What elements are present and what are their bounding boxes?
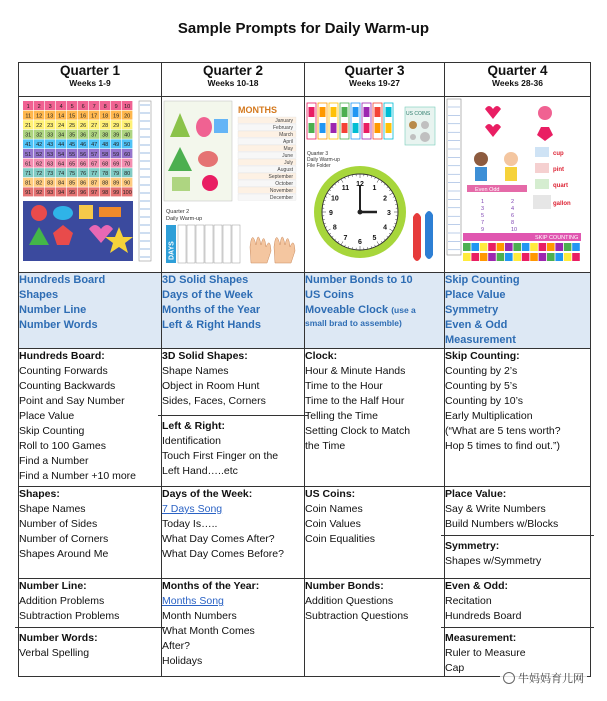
svg-text:20: 20 <box>124 113 131 120</box>
svg-text:65: 65 <box>69 161 76 168</box>
svg-text:72: 72 <box>36 171 43 177</box>
svg-text:31: 31 <box>25 132 32 139</box>
svg-text:6: 6 <box>511 213 515 219</box>
svg-text:7: 7 <box>343 235 348 243</box>
quarter-2-thumbnail <box>162 97 305 273</box>
quarter-1-thumbnail <box>19 97 162 273</box>
symmetry-details: Symmetry: Shapes w/Symmetry <box>441 535 594 569</box>
svg-text:69: 69 <box>113 161 120 168</box>
svg-text:9: 9 <box>114 103 118 110</box>
svg-text:June: June <box>282 153 293 159</box>
svg-text:83: 83 <box>47 180 54 187</box>
svg-text:55: 55 <box>69 151 76 158</box>
svg-text:85: 85 <box>69 180 76 187</box>
svg-text:45: 45 <box>69 142 76 149</box>
svg-text:95: 95 <box>69 190 76 197</box>
svg-text:Quarter 2: Quarter 2 <box>166 209 190 215</box>
svg-text:April: April <box>282 139 293 145</box>
svg-text:Daily Warm-up: Daily Warm-up <box>307 157 340 163</box>
svg-text:70: 70 <box>124 161 131 168</box>
watermark: 牛妈妈育儿网 <box>500 669 587 687</box>
svg-text:44: 44 <box>58 142 65 149</box>
svg-text:48: 48 <box>102 142 109 149</box>
svg-text:4: 4 <box>383 224 388 232</box>
svg-text:12: 12 <box>356 181 364 188</box>
svg-text:14: 14 <box>58 113 65 120</box>
svg-text:1: 1 <box>481 199 485 205</box>
svg-text:98: 98 <box>102 190 109 197</box>
shapes-details: Shapes: Shape Names Number of Sides Number of Corners Shapes Around Me <box>19 487 162 579</box>
svg-text:52: 52 <box>36 151 43 158</box>
svg-text:89: 89 <box>113 180 120 187</box>
svg-text:100: 100 <box>122 190 132 197</box>
svg-text:99: 99 <box>113 190 120 197</box>
months-details: Months of the Year: Months Song Month Numbers What Month Comes After? Holidays <box>162 579 305 677</box>
svg-text:93: 93 <box>47 190 54 197</box>
details-row-3 <box>19 579 591 677</box>
quarter-1-topics: Hundreds Board Shapes Number Line Number Words <box>19 273 162 349</box>
svg-text:File Folder: File Folder <box>307 163 331 169</box>
svg-text:78: 78 <box>102 171 109 177</box>
svg-text:2: 2 <box>383 195 388 203</box>
svg-text:35: 35 <box>69 132 76 139</box>
svg-text:January: January <box>275 118 293 124</box>
quarter-header-row <box>19 63 591 97</box>
clock-details: Clock: Hour & Minute Hands Time to the Hour Time to the Half Hour Telling the Time Setting Clock to Match the Time <box>305 349 445 487</box>
svg-text:5: 5 <box>372 235 377 243</box>
svg-text:63: 63 <box>47 161 54 168</box>
svg-text:US COINS: US COINS <box>406 111 431 117</box>
svg-text:August: August <box>277 167 293 173</box>
svg-text:97: 97 <box>91 190 98 197</box>
svg-text:Quarter 3: Quarter 3 <box>307 151 329 157</box>
quarter-2-header: Quarter 2 Weeks 10-18 <box>162 63 305 97</box>
svg-text:September: September <box>268 174 293 180</box>
svg-text:94: 94 <box>58 190 65 197</box>
svg-text:2: 2 <box>511 199 515 205</box>
svg-text:May: May <box>283 146 293 152</box>
svg-text:54: 54 <box>58 151 65 158</box>
svg-text:3: 3 <box>387 210 391 217</box>
svg-text:SKIP COUNTING: SKIP COUNTING <box>535 235 579 241</box>
svg-text:MONTHS: MONTHS <box>238 105 277 115</box>
measurement-details: Measurement: Ruler to Measure Cap <box>441 627 594 676</box>
svg-text:91: 91 <box>25 190 32 197</box>
svg-text:56: 56 <box>80 151 87 158</box>
svg-text:71: 71 <box>25 171 32 177</box>
svg-text:42: 42 <box>36 142 43 149</box>
svg-text:53: 53 <box>47 151 54 158</box>
quarter-2-topics: 3D Solid Shapes Days of the Week Months of the Year Left & Right Hands <box>162 273 305 349</box>
svg-text:25: 25 <box>69 123 76 129</box>
svg-text:43: 43 <box>47 142 54 149</box>
hundreds-board-details: Hundreds Board: Counting Forwards Counting Backwards Point and Say Number Place Value Skip Counting Roll to 100 Games Find a Number Find a Number +10 more <box>19 349 162 487</box>
left-right-details: Left & Right: Identification Touch First Finger on the Left Hand…..etc <box>158 415 308 479</box>
svg-text:62: 62 <box>36 161 43 168</box>
svg-text:36: 36 <box>80 132 87 139</box>
svg-text:76: 76 <box>80 171 87 177</box>
clock-and-coins-illustration <box>305 97 439 267</box>
7-days-song-link[interactable]: 7 Days Song <box>162 503 223 515</box>
svg-text:96: 96 <box>80 190 87 197</box>
days-of-week-details: Days of the Week: 7 Days Song Today Is….. What Day Comes After? What Day Comes Before? <box>162 487 305 579</box>
svg-text:17: 17 <box>91 113 98 120</box>
svg-text:pint: pint <box>553 167 564 173</box>
wechat-icon <box>503 672 515 684</box>
svg-text:December: December <box>269 195 293 201</box>
svg-text:1: 1 <box>372 184 377 192</box>
svg-text:46: 46 <box>80 142 87 149</box>
svg-text:80: 80 <box>124 171 131 177</box>
svg-text:cup: cup <box>553 151 564 157</box>
svg-text:47: 47 <box>91 142 98 149</box>
svg-text:49: 49 <box>113 142 120 149</box>
thumbnail-row <box>19 97 591 273</box>
quarter-3-header: Quarter 3 Weeks 19-27 <box>305 63 445 97</box>
svg-text:51: 51 <box>25 151 32 158</box>
svg-text:3: 3 <box>48 103 52 110</box>
svg-text:34: 34 <box>58 132 65 139</box>
svg-text:73: 73 <box>47 171 54 177</box>
svg-text:67: 67 <box>91 161 98 168</box>
svg-text:9: 9 <box>329 210 333 217</box>
svg-text:41: 41 <box>25 142 32 149</box>
svg-text:9: 9 <box>481 227 485 233</box>
svg-text:28: 28 <box>102 123 109 129</box>
svg-text:11: 11 <box>341 184 350 192</box>
svg-text:33: 33 <box>47 132 54 139</box>
quarter-4-header: Quarter 4 Weeks 28-36 <box>445 63 591 97</box>
quarter-4-thumbnail <box>445 97 591 273</box>
svg-text:3: 3 <box>481 206 485 212</box>
skip-counting-illustration <box>445 97 585 267</box>
svg-text:92: 92 <box>36 190 43 197</box>
svg-text:2: 2 <box>37 103 41 110</box>
svg-text:Daily Warm-up: Daily Warm-up <box>166 216 203 222</box>
warmup-table <box>18 62 591 677</box>
number-words-details: Number Words: Verbal Spelling <box>15 627 165 661</box>
svg-text:8: 8 <box>103 103 107 110</box>
topics-row <box>19 273 591 349</box>
svg-text:13: 13 <box>47 113 54 120</box>
svg-text:38: 38 <box>102 132 109 139</box>
svg-text:7: 7 <box>481 220 485 226</box>
quarter-3-thumbnail <box>305 97 445 273</box>
svg-text:5: 5 <box>70 103 74 110</box>
svg-text:82: 82 <box>36 180 43 187</box>
svg-text:4: 4 <box>59 103 63 110</box>
svg-text:November: November <box>269 188 293 194</box>
even-odd-details: Even & Odd: Recitation Hundreds Board Measurement: Ruler to Measure Cap <box>445 579 591 677</box>
svg-text:1: 1 <box>26 103 30 110</box>
skip-counting-details: Skip Counting: Counting by 2’s Counting by 5’s Counting by 10’s Early Multiplication (“What are 5 tens worth? Hop 5 times to find out.”) <box>445 349 591 487</box>
svg-text:4: 4 <box>511 206 515 212</box>
quarter-3-topics: Number Bonds to 10 US Coins Moveable Clock (use a small brad to assemble) <box>305 273 445 349</box>
svg-text:68: 68 <box>102 161 109 168</box>
svg-text:February: February <box>272 125 293 131</box>
svg-text:8: 8 <box>511 220 515 226</box>
svg-text:19: 19 <box>113 113 120 120</box>
number-line-details: Number Line: Addition Problems Subtraction Problems Number Words: Verbal Spelling <box>19 579 162 677</box>
svg-text:8: 8 <box>332 224 337 232</box>
svg-text:64: 64 <box>58 161 65 168</box>
solid-shapes-and-months-illustration <box>162 97 299 267</box>
svg-text:30: 30 <box>124 123 131 129</box>
svg-text:59: 59 <box>113 151 120 158</box>
svg-text:gallon: gallon <box>553 201 571 207</box>
svg-text:July: July <box>284 160 293 166</box>
svg-text:88: 88 <box>102 180 109 187</box>
svg-text:29: 29 <box>113 123 120 129</box>
svg-text:October: October <box>275 181 293 187</box>
svg-text:87: 87 <box>91 180 98 187</box>
svg-text:Even Odd: Even Odd <box>475 187 500 193</box>
svg-text:79: 79 <box>113 171 120 177</box>
svg-text:18: 18 <box>102 113 109 120</box>
svg-text:DAYS: DAYS <box>168 241 176 260</box>
svg-text:6: 6 <box>358 239 362 246</box>
svg-text:23: 23 <box>47 123 54 129</box>
svg-text:39: 39 <box>113 132 120 139</box>
details-row-1 <box>19 349 591 487</box>
svg-text:61: 61 <box>25 161 32 168</box>
svg-text:75: 75 <box>69 171 76 177</box>
months-song-link[interactable]: Months Song <box>162 595 224 607</box>
svg-text:24: 24 <box>58 123 65 129</box>
number-bonds-details: Number Bonds: Addition Questions Subtraction Questions <box>305 579 445 677</box>
svg-text:74: 74 <box>58 171 65 177</box>
svg-text:quart: quart <box>553 183 568 189</box>
page-title: Sample Prompts for Daily Warm-up <box>177 20 430 37</box>
svg-text:10: 10 <box>330 195 339 203</box>
svg-text:7: 7 <box>92 103 96 110</box>
svg-text:6: 6 <box>81 103 85 110</box>
svg-text:66: 66 <box>80 161 87 168</box>
svg-text:57: 57 <box>91 151 98 158</box>
svg-text:15: 15 <box>69 113 76 120</box>
svg-text:26: 26 <box>80 123 87 129</box>
us-coins-details: US Coins: Coin Names Coin Values Coin Equalities <box>305 487 445 579</box>
hundreds-board-illustration <box>19 97 156 267</box>
svg-text:27: 27 <box>91 123 98 129</box>
place-value-details: Place Value: Say & Write Numbers Build Numbers w/Blocks Symmetry: Shapes w/Symmetry <box>445 487 591 579</box>
svg-text:60: 60 <box>124 151 131 158</box>
svg-text:90: 90 <box>124 180 131 187</box>
svg-text:March: March <box>279 132 293 138</box>
quarter-1-header: Quarter 1 Weeks 1-9 <box>19 63 162 97</box>
svg-text:81: 81 <box>25 180 32 187</box>
svg-text:16: 16 <box>80 113 87 120</box>
svg-text:22: 22 <box>36 123 43 129</box>
svg-text:32: 32 <box>36 132 43 139</box>
solid-shapes-details: 3D Solid Shapes: Shape Names Object in Room Hunt Sides, Faces, Corners Left & Right: Identification Touch First Finger on the Left Hand…..etc <box>162 349 305 487</box>
details-row-2 <box>19 487 591 579</box>
svg-text:77: 77 <box>91 171 98 177</box>
svg-text:50: 50 <box>124 142 131 149</box>
svg-text:21: 21 <box>25 123 32 129</box>
svg-text:11: 11 <box>25 113 32 120</box>
svg-text:10: 10 <box>511 227 518 233</box>
svg-text:40: 40 <box>124 132 131 139</box>
svg-text:37: 37 <box>91 132 98 139</box>
svg-text:12: 12 <box>36 113 43 120</box>
svg-text:5: 5 <box>481 213 485 219</box>
svg-text:58: 58 <box>102 151 109 158</box>
quarter-4-topics: Skip Counting Place Value Symmetry Even & Odd Measurement <box>445 273 591 349</box>
svg-text:86: 86 <box>80 180 87 187</box>
svg-text:84: 84 <box>58 180 65 187</box>
svg-text:10: 10 <box>124 103 131 110</box>
